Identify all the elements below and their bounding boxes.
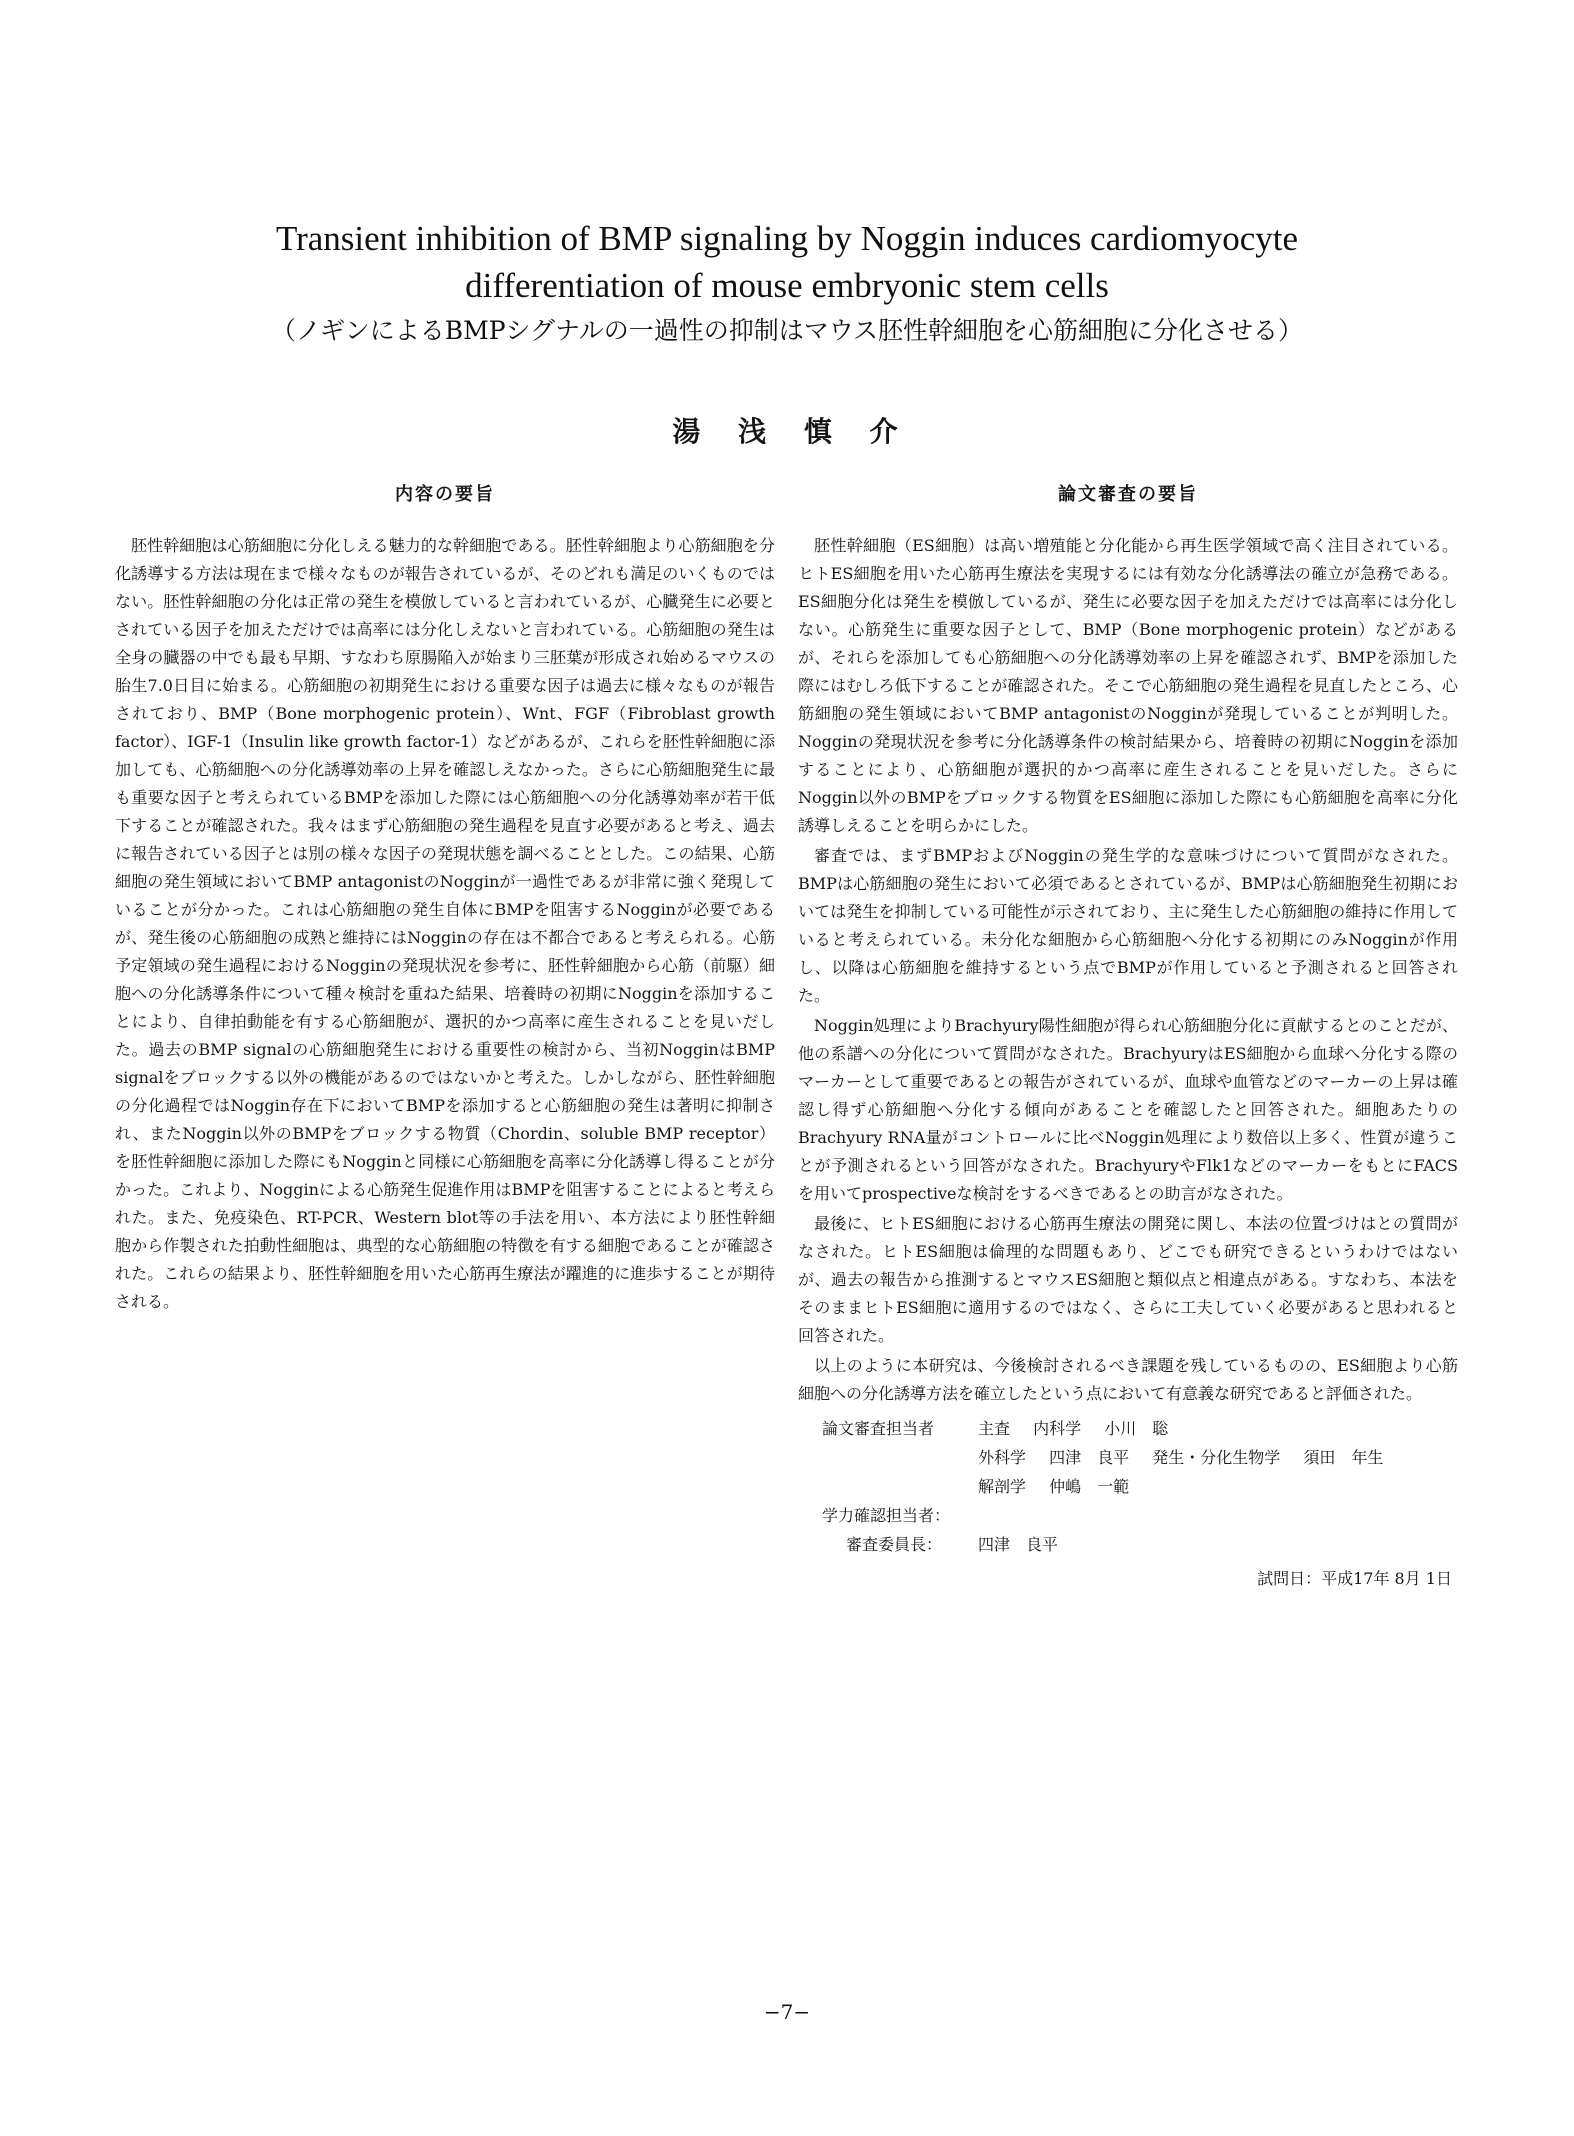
proficiency-label: 学力確認担当者： (822, 1506, 951, 1525)
committee-group (978, 1530, 1076, 1559)
examiner-indent (798, 1443, 978, 1472)
committee-row (798, 1530, 1458, 1559)
examiner-name: 須田 年生 (1303, 1448, 1384, 1467)
right-paragraph-3: Noggin処理によりBrachyury陽性細胞が得られ心筋細胞分化に貢献するとのことだが、他の系譜への分化について質問がなされた。BrachyuryはES細胞から血球へ分化する際のマーカーとして重要であるとの報告がされているが、血球や血管などのマーカーの上昇は確認し得ず心筋細胞へ分化する傾向があることを確認したと回答された。細胞あたりのBrachyury RNA量がコントロールに比べNoggin処理により数倍以上多く、性質が違うことが予測されるという回答がなされた。BrachyuryやFlk1などのマーカーをもとにFACSを用いてprospectiveな検討をするべきであるとの助言がなされた。 (798, 1016, 1458, 1203)
examiner-row-3 (798, 1472, 1458, 1501)
chief-dept: 内科学 (1033, 1419, 1082, 1438)
page-number: −7− (763, 2000, 811, 2024)
right-paragraph-5: 以上のように本研究は、今後検討されるべき課題を残しているものの、ES細胞より心筋細胞への分化誘導方法を確立したという点において有意義な研究であると評価された。 (798, 1356, 1458, 1403)
right-paragraph-2: 審査では、まずBMPおよびNogginの発生学的な意味づけについて質問がなされた。BMPは心筋細胞の発生において必須であるとされているが、BMPは心筋細胞発生初期においては発生を抑制している可能性が示されており、主に発生した心筋細胞の維持に作用していると考えられている。未分化な細胞から心筋細胞へ分化する初期にのみNogginが作用し、以降は心筋細胞を維持するという点でBMPが作用していると予測されると回答された。 (798, 846, 1458, 1005)
examiner-name: 仲嶋 一範 (1049, 1477, 1130, 1496)
title-english: Transient inhibition of BMP signaling by Noggin induces cardiomyocyte differentiation of mouse embryonic stem cells (275, 219, 1299, 305)
examiner-dept: 外科学 (978, 1448, 1027, 1467)
left-column (115, 480, 775, 1316)
examiners-list (798, 1414, 1458, 1559)
right-column-body (798, 532, 1458, 1408)
right-paragraph-1: 胚性幹細胞（ES細胞）は高い増殖能と分化能から再生医学領域で高く注目されている。ヒトES細胞を用いた心筋再生療法を実現するには有効な分化誘導法の確立が急務である。ES細胞分化は発生を模倣しているが、発生に必要な因子を加えただけでは高率には分化しない。心筋発生に重要な因子として、BMP（Bone morphogenic protein）などがあるが、それらを添加しても心筋細胞への分化誘導効率の上昇を確認されず、BMPを添加した際にはむしろ低下することが確認された。そこで心筋細胞の発生過程を見直したところ、心筋細胞の発生領域においてBMP antagonistのNogginが発現していることが判明した。Nogginの発現状況を参考に分化誘導条件の検討結果から、培養時の初期にNogginを添加することにより、心筋細胞が選択的かつ高率に産生されることを見いだした。さらにNoggin以外のBMPをブロックする物質をES細胞に添加した際にも心筋細胞を高率に分化誘導しえることを明らかにした。 (798, 536, 1458, 835)
committee-name: 四津 良平 (978, 1535, 1059, 1554)
examiner-indent (798, 1472, 978, 1501)
chief-title: 主査 (978, 1419, 1011, 1438)
right-paragraph-4: 最後に、ヒトES細胞における心筋再生療法の開発に関し、本法の位置づけはとの質問がなされた。ヒトES細胞は倫理的な問題もあり、どこでも研究できるというわけではないが、過去の報告から推測するとマウスES細胞と類似点と相違点がある。すなわち、本法をそのままヒトES細胞に適用するのではなく、さらに工夫していく必要があると思われると回答された。 (798, 1214, 1458, 1345)
examiners-label: 論文審査担当者 (822, 1419, 935, 1438)
left-paragraph-1: 胚性幹細胞は心筋細胞に分化しえる魅力的な幹細胞である。胚性幹細胞より心筋細胞を分化誘導する方法は現在まで様々なものが報告されているが、そのどれも満足のいくものではない。胚性幹細胞の分化は正常の発生を模倣していると言われているが、心臓発生に必要とされている因子を加えただけでは高率には分化しえないと言われている。心筋細胞の発生は全身の臓器の中でも最も早期、すなわち原腸陥入が始まり三胚葉が形成され始めるマウスの胎生7.0日目に始まる。心筋細胞の初期発生における重要な因子は過去に様々なものが報告されており、BMP（Bone morphogenic protein）、Wnt、FGF（Fibroblast growth factor）、IGF-1（Insulin like growth factor-1）などがあるが、これらを胚性幹細胞に添加しても、心筋細胞への分化誘導効率の上昇を確認しえなかった。さらに心筋細胞発生に最も重要な因子と考えられているBMPを添加した際には心筋細胞への分化誘導効率が若干低下することが確認された。我々はまず心筋細胞の発生過程を見直す必要があると考え、過去に報告されている因子とは別の様々な因子の発現状態を調べることとした。この結果、心筋細胞の発生領域においてBMP antagonistのNogginが一過性であるが非常に強く発現していることが分かった。これは心筋細胞の発生自体にBMPを阻害するNogginが必要であるが、発生後の心筋細胞の成熟と維持にはNogginの存在は不都合であると考えられる。心筋予定領域の発生過程におけるNogginの発現状況を参考に、胚性幹細胞から心筋（前駆）細胞への分化誘導条件について種々検討を重ねた結果、培養時の初期にNogginを添加することにより、自律拍動能を有する心筋細胞が、選択的かつ高率に産生されることを見いだした。過去のBMP signalの心筋細胞発生における重要性の検討から、当初NogginはBMP signalをブロックする以外の機能があるのではないかと考えた。しかしながら、胚性幹細胞の分化過程ではNoggin存在下においてBMPを添加すると心筋細胞の発生は著明に抑制され、またNoggin以外のBMPをブロックする物質（Chordin、soluble BMP receptor）を胚性幹細胞に添加した際にもNogginと同様に心筋細胞を高率に分化誘導し得ることが分かった。これより、Nogginによる心筋発生促進作用はBMPを阻害することによると考えられた。また、免疫染色、RT-PCR、Western blot等の手法を用い、本方法により胚性幹細胞から作製された拍動性細胞は、典型的な心筋細胞の特徴を有する細胞であることが確認された。これらの結果より、胚性幹細胞を用いた心筋再生療法が躍進的に進歩することが期待される。 (115, 536, 775, 1311)
chief-name: 小川 聡 (1104, 1419, 1169, 1438)
left-column-body (115, 532, 775, 1316)
exam-date: 試問日：平成17年 8月 1日 (1257, 1569, 1452, 1588)
examiner-dept: 発生・分化生物学 (1152, 1448, 1281, 1467)
examiner-dept: 解剖学 (978, 1477, 1027, 1496)
title-japanese: （ノギンによるBMPシグナルの一過性の抑制はマウス胚性幹細胞を心筋細胞に分化させる） (270, 316, 1304, 345)
left-column-heading: 内容の要旨 (395, 484, 495, 505)
examiner-row-chief (798, 1414, 1458, 1443)
examiner-chief-group (978, 1414, 1186, 1443)
right-column (798, 480, 1458, 1593)
examiner-row-2 (798, 1443, 1458, 1472)
title-block (0, 215, 1574, 349)
author-name: 湯 浅 慎 介 (672, 415, 902, 448)
proficiency-row (798, 1501, 1458, 1530)
examiner-row-2-group (978, 1443, 1401, 1472)
examiner-row-3-group (978, 1472, 1147, 1501)
right-column-heading: 論文審査の要旨 (1058, 484, 1198, 505)
committee-label: 審査委員長： (846, 1535, 943, 1554)
examiner-name: 四津 良平 (1049, 1448, 1130, 1467)
